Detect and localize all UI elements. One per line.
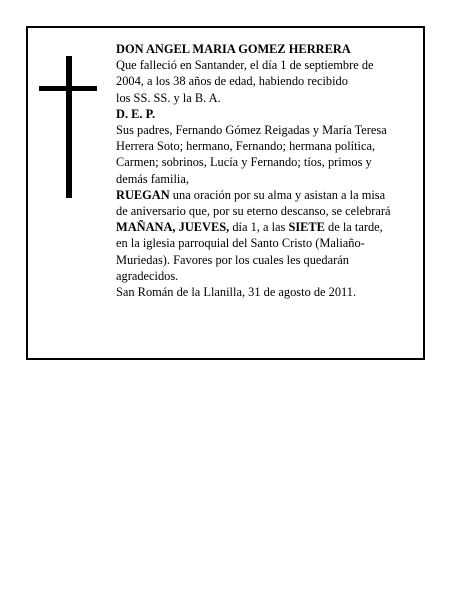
manana-jueves: MAÑANA, JUEVES, <box>116 220 230 235</box>
mass-line: de aniversario que, por su eterno descanso, se celebrará <box>116 204 391 219</box>
tarde-text: de la tarde, <box>324 220 383 235</box>
ruegan-rest: una oración por su alma y asistan a la misa <box>169 187 386 202</box>
church-line-2: Muriedas). Favores por los cuales les quedarán <box>116 252 349 267</box>
family-line-3: Carmen; sobrinos, Lucía y Fernando; tíos, primos y <box>116 155 372 170</box>
day-text: día 1, a las <box>229 220 289 235</box>
obituary-notice <box>26 26 425 360</box>
family-line-4: demás familia, <box>116 171 189 186</box>
ruegan-word: RUEGAN <box>116 187 170 202</box>
siete-word: SIETE <box>288 220 325 235</box>
cross-horizontal-bar <box>39 86 97 91</box>
family-line-1: Sus padres, Fernando Gómez Reigadas y María Teresa <box>116 123 387 138</box>
mass-time-line <box>116 219 421 235</box>
church-line-3: agradecidos. <box>116 268 179 283</box>
cross-vertical-bar <box>66 56 72 198</box>
ruegan-line <box>116 187 421 203</box>
death-line-2: 2004, a los 38 años de edad, habiendo recibido <box>116 74 348 89</box>
obituary-text <box>116 41 421 300</box>
family-line-2: Herrera Soto; hermano, Fernando; hermana política, <box>116 139 376 154</box>
death-line-3: los SS. SS. y la B. A. <box>116 90 221 105</box>
death-line-1: Que falleció en Santander, el día 1 de septiembre de <box>116 58 374 73</box>
rip-heading: D. E. P. <box>116 106 156 121</box>
deceased-name: DON ANGEL MARIA GOMEZ HERRERA <box>116 42 351 56</box>
place-date: San Román de la Llanilla, 31 de agosto de 2011. <box>116 285 357 300</box>
church-line-1: en la iglesia parroquial del Santo Cristo (Maliaño- <box>116 236 365 251</box>
